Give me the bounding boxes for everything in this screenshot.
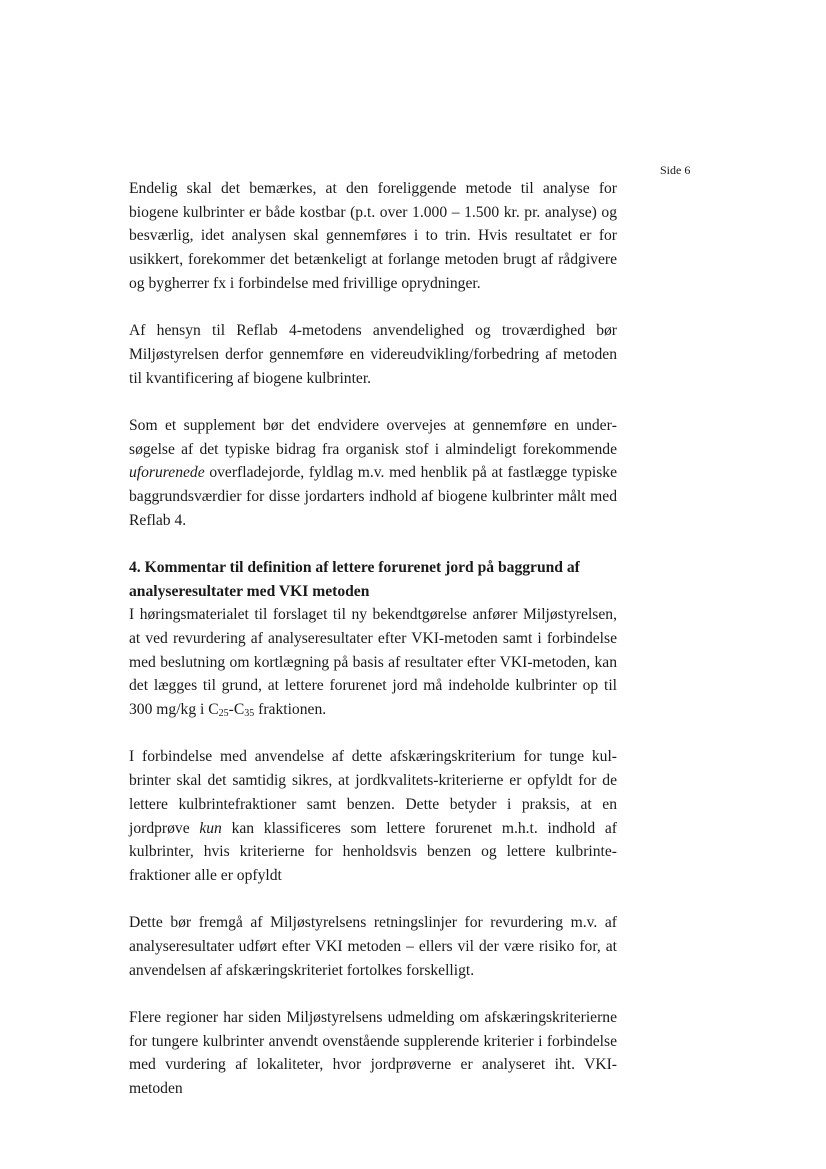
- paragraph-cost: Endelig skal det bemærkes, at den foreliggende metode til analyse for biogene kulbrinter er både kostbar (p.t. over 1.000 – 1.500 kr. pr. analyse) og besværlig, idet analysen skal gennemføres i to trin. Hvis resultatet er for usikkert, forekommer det betænkeligt at forlange metoden brugt af rådgivere og bygherrer fx i forbindelse med frivillige oprydninger.: [129, 180, 617, 292]
- paragraph-guidelines: Dette bør fremgå af Miljøstyrelsens retningslinjer for revurdering m.v. af analyseresultater udført efter VKI metoden – ellers vil der være risiko for, at anvendelsen af afskæringskriteriet fortolkes forskelligt.: [129, 914, 617, 979]
- document-body: [129, 177, 617, 1101]
- paragraph-hearing-material: [129, 603, 617, 722]
- paragraph-text: -C: [228, 701, 245, 719]
- paragraph-cutoff-criterion: [129, 745, 617, 887]
- subscript: 35: [244, 708, 255, 720]
- page-number: Side 6: [660, 163, 691, 177]
- paragraph-text: overfladejorde, fyldlag m.v. med henblik på at fastlægge typiske baggrundsværdier for disse jordarters indhold af biogene kulbrinter målt med Reflab 4.: [129, 464, 617, 529]
- emphasis-text: kun: [199, 819, 222, 837]
- paragraph-text: I høringsmaterialet til forslaget til ny bekendtgørelse anfører Miljøstyrelsen, at ved revurdering af analyseresultater efter VKI-metoden samt i forbindelse med beslutning om kortlægning på basis af resultater efter VKI-metoden, kan det lægges til grund, at lettere forurenet jord må indeholde kulbrinter op til 300 mg/kg i C: [129, 606, 617, 719]
- paragraph-supplement: [129, 414, 617, 533]
- paragraph-text: fraktionen.: [254, 701, 327, 719]
- paragraph-regions: Flere regioner har siden Miljøstyrelsens udmelding om afskæringskriterierne for tungere kulbrinter anvendt ovenstående supplerende kriterier i forbindelse med vurdering af lokaliteter, hvor jordprøverne er analyseret iht. VKI-metoden: [129, 1008, 617, 1098]
- emphasis-text: uforurenede: [129, 464, 205, 482]
- subscript: 25: [218, 708, 229, 720]
- paragraph-reflab-method: Af hensyn til Reflab 4-metodens anvendelighed og troværdighed bør Miljøstyrelsen derfor gennemføre en videreudvikling/forbedring af metoden til kvantificering af biogene kulbrinter.: [129, 322, 617, 387]
- paragraph-text: kan klassificeres som lettere forurenet m.h.t. indhold af kulbrinter, hvis kriterierne for henholdsvis benzen og lettere kulbrintefraktioner alle er opfyldt: [129, 819, 617, 884]
- section-heading: 4. Kommentar til definition af lettere forurenet jord på baggrund af analyseresultater med VKI metoden: [129, 558, 580, 600]
- paragraph-text: Som et supplement bør det endvidere overvejes at gennemføre en undersøgelse af det typiske bidrag fra organisk stof i almindeligt forekommende: [129, 416, 617, 458]
- paragraph-text: I forbindelse med anvendelse af dette afskæringskriterium for tunge kulbrinter skal det samtidig sikres, at jordkvalitets-kriterierne er opfyldt for de lettere kulbrintefraktioner samt benzen. Dette betyder i praksis, at en jordprøve: [129, 748, 617, 837]
